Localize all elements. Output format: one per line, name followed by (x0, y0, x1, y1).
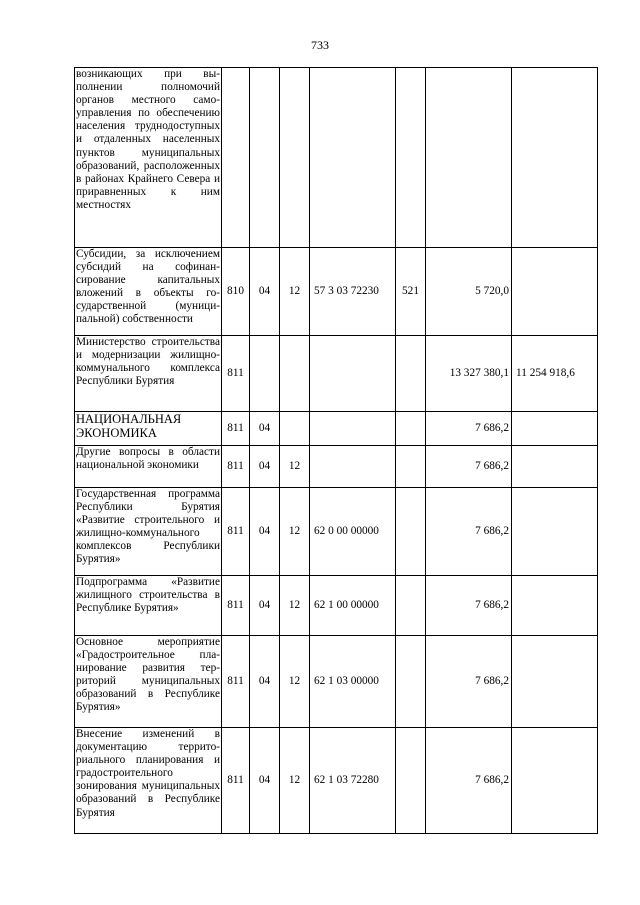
budget-table (74, 67, 598, 834)
cell-section (250, 336, 280, 412)
cell-expense-type (396, 728, 426, 834)
cell-article: 62 0 00 00000 (310, 488, 396, 576)
cell-sum-1: 13 327 380,1 (426, 336, 512, 412)
cell-name: возникающих при выполнении полномочий органов местного самоуправления по обеспечению населения труднодоступных и отдаленных населенных пунктов муниципальных образований, расположенных в районах Крайнего Севера и приравненных к ним местностях (75, 68, 222, 248)
cell-expense-type (396, 68, 426, 248)
cell-subsection: 12 (280, 446, 310, 488)
table-row (75, 68, 598, 248)
cell-name: НАЦИОНАЛЬНАЯ ЭКОНОМИКА (75, 412, 222, 446)
cell-ministry (222, 68, 250, 248)
table-row (75, 576, 598, 636)
cell-ministry: 811 (222, 488, 250, 576)
cell-sum-1: 7 686,2 (426, 636, 512, 728)
table-row (75, 446, 598, 488)
cell-subsection: 12 (280, 248, 310, 336)
cell-article: 62 1 03 72280 (310, 728, 396, 834)
cell-article: 62 1 03 00000 (310, 636, 396, 728)
table-row (75, 248, 598, 336)
cell-sum-1: 7 686,2 (426, 446, 512, 488)
cell-section: 04 (250, 728, 280, 834)
table-row (75, 336, 598, 412)
cell-article: 62 1 00 00000 (310, 576, 396, 636)
cell-ministry: 811 (222, 336, 250, 412)
cell-ministry: 811 (222, 446, 250, 488)
cell-section (250, 68, 280, 248)
cell-name: Субсидии, за исключением субсидий на софинансирование капитальных вложений в объекты государственной (муниципальной) собственности (75, 248, 222, 336)
cell-expense-type (396, 576, 426, 636)
cell-article: 57 3 03 72230 (310, 248, 396, 336)
cell-subsection: 12 (280, 488, 310, 576)
cell-expense-type: 521 (396, 248, 426, 336)
cell-sum-2 (512, 636, 598, 728)
cell-ministry: 810 (222, 248, 250, 336)
cell-section: 04 (250, 636, 280, 728)
table-row (75, 488, 598, 576)
cell-sum-2 (512, 248, 598, 336)
cell-expense-type (396, 412, 426, 446)
cell-subsection (280, 68, 310, 248)
cell-sum-1: 7 686,2 (426, 576, 512, 636)
cell-sum-1 (426, 68, 512, 248)
cell-expense-type (396, 636, 426, 728)
cell-ministry: 811 (222, 728, 250, 834)
cell-ministry: 811 (222, 412, 250, 446)
cell-sum-2: 11 254 918,6 (512, 336, 598, 412)
cell-name: Министерство строительства и модернизации жилищно-коммунального комплекса Республики Бурятия (75, 336, 222, 412)
cell-subsection (280, 336, 310, 412)
table-row (75, 412, 598, 446)
cell-sum-2 (512, 68, 598, 248)
cell-sum-1: 7 686,2 (426, 488, 512, 576)
cell-subsection: 12 (280, 576, 310, 636)
cell-sum-1: 7 686,2 (426, 412, 512, 446)
cell-name: Подпрограмма «Развитие жилищного строительства в Республике Бурятия» (75, 576, 222, 636)
cell-name: Основное мероприятие «Градостроительное планирование развития территорий муниципальных образований в Республике Бурятия» (75, 636, 222, 728)
cell-name: Государственная программа Республики Бурятия «Развитие строительного и жилищно-коммунального комплексов Республики Бурятия» (75, 488, 222, 576)
table-row (75, 728, 598, 834)
cell-article (310, 336, 396, 412)
table-row (75, 636, 598, 728)
cell-article (310, 68, 396, 248)
cell-expense-type (396, 488, 426, 576)
cell-ministry: 811 (222, 636, 250, 728)
cell-section: 04 (250, 248, 280, 336)
cell-sum-1: 5 720,0 (426, 248, 512, 336)
cell-name: Другие вопросы в области национальной экономики (75, 446, 222, 488)
cell-section: 04 (250, 488, 280, 576)
cell-ministry: 811 (222, 576, 250, 636)
cell-sum-2 (512, 576, 598, 636)
cell-expense-type (396, 336, 426, 412)
cell-sum-2 (512, 412, 598, 446)
cell-section: 04 (250, 576, 280, 636)
cell-subsection: 12 (280, 636, 310, 728)
cell-sum-2 (512, 488, 598, 576)
cell-sum-1: 7 686,2 (426, 728, 512, 834)
cell-article (310, 446, 396, 488)
cell-name: Внесение изменений в документацию территориального планирования и градостроительного зонирования муниципальных образований в Республике Бурятия (75, 728, 222, 834)
cell-section: 04 (250, 412, 280, 446)
cell-sum-2 (512, 728, 598, 834)
cell-section: 04 (250, 446, 280, 488)
page-number: 733 (311, 38, 329, 52)
cell-expense-type (396, 446, 426, 488)
cell-article (310, 412, 396, 446)
cell-sum-2 (512, 446, 598, 488)
cell-subsection: 12 (280, 728, 310, 834)
cell-subsection (280, 412, 310, 446)
